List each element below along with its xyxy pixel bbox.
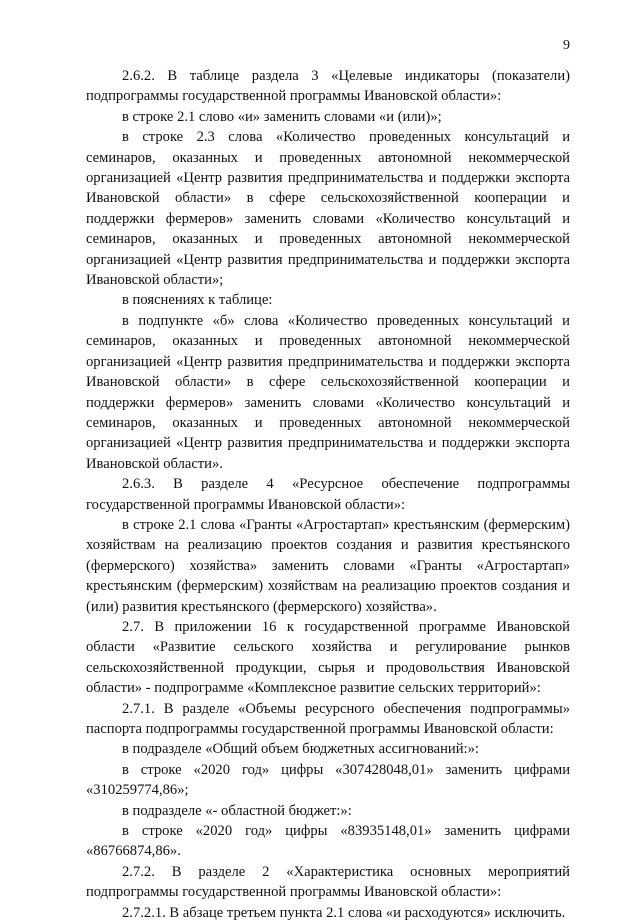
paragraph: в подразделе «- областной бюджет:»: <box>122 802 352 819</box>
paragraph: в строке 2.1 слово «и» заменить словами «и (или)»; <box>122 108 442 125</box>
paragraph: 2.6.3. В разделе 4 «Ресурсное обеспечение подпрограммы государственной программы Ивановской области»: <box>86 476 570 513</box>
paragraph: 2.7.2. В разделе 2 «Характеристика основных мероприятий подпрограммы государственной программы Ивановской области»: <box>86 863 570 901</box>
paragraph: 2.6.2. В таблице раздела 3 «Целевые индикаторы (показатели) подпрограммы государственной программы Ивановской области»: <box>86 68 570 105</box>
page-number: 9 <box>563 38 570 53</box>
paragraph: в строке «2020 год» цифры «83935148,01» заменить цифрами «86766874,86». <box>86 823 570 860</box>
document-body <box>86 66 570 923</box>
paragraph: 2.7. В приложении 16 к государственной программе Ивановской области «Развитие сельского хозяйства и регулирование рынков сельскохозяйственной продукции, сырья и продовольствия Ивановской области» - подпрограмме «Комплексное развитие сельских территорий»: <box>86 618 570 697</box>
paragraph: 2.7.2.1. В абзаце третьем пункта 2.1 слова «и расходуются» исключить. <box>122 904 566 921</box>
paragraph: в строке 2.1 слова «Гранты «Агростартап» крестьянским (фермерским) хозяйствам на реализацию проектов создания и развития крестьянского (фермерского) хозяйства» заменить словами «Гранты «Агростартап» крестьянским (фермерским) хозяйствам на реализацию проектов создания и (или) развития крестьянского (фермерского) хозяйства». <box>86 516 570 615</box>
paragraph: 2.7.1. В разделе «Объемы ресурсного обеспечения подпрограммы» паспорта подпрограммы государственной программы Ивановской области: <box>86 700 570 737</box>
paragraph: в подразделе «Общий объем бюджетных ассигнований:»: <box>122 741 479 758</box>
paragraph: в строке 2.3 слова «Количество проведенных консультаций и семинаров, оказанных и проведенных автономной некоммерческой организацией «Центр развития предпринимательства и поддержки экспорта Ивановской области» в сфере сельскохозяйственной кооперации и поддержки фермеров» заменить словами «Количество консультаций и семинаров, оказанных и проведенных автономной некоммерческой организацией «Центр развития предпринимательства и поддержки экспорта Ивановской области»; <box>86 129 570 289</box>
paragraph: в подпункте «б» слова «Количество проведенных консультаций и семинаров, оказанных и проведенных автономной некоммерческой организацией «Центр развития предпринимательства и поддержки экспорта Ивановской области» в сфере сельскохозяйственной кооперации и поддержки фермеров» заменить словами «Количество консультаций и семинаров, оказанных и проведенных автономной некоммерческой организацией «Центр развития предпринимательства и поддержки экспорта Ивановской области». <box>86 312 570 472</box>
paragraph: в строке «2020 год» цифры «307428048,01» заменить цифрами «310259774,86»; <box>86 761 570 799</box>
paragraph: в пояснениях к таблице: <box>122 292 273 309</box>
